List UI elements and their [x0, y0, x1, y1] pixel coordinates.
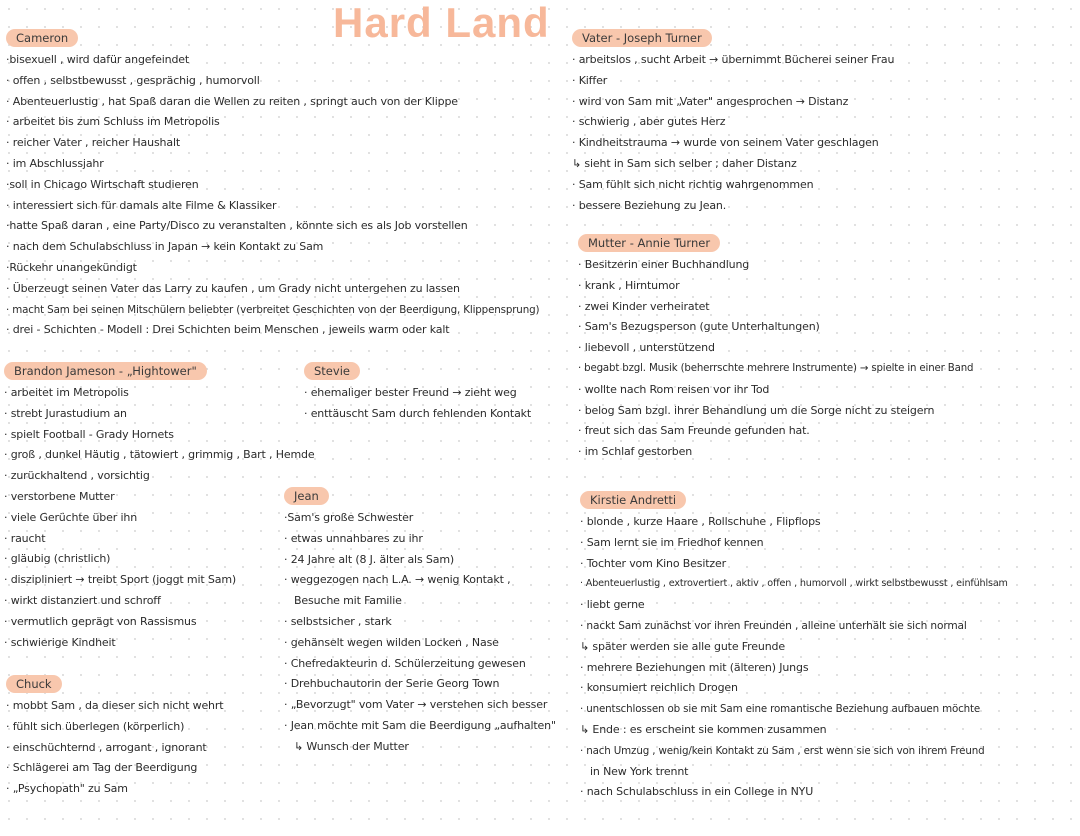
- list-item: · mehrere Beziehungen mit (älteren) Jungs: [580, 660, 809, 674]
- list-item: · „Bevorzugt" vom Vater → verstehen sich besser: [284, 698, 548, 712]
- list-item: ·Sam's große Schwester: [284, 511, 414, 524]
- list-item: · belog Sam bzgl. ihrer Behandlung um die Sorge nicht zu steigern: [578, 403, 935, 417]
- list-item: · wird von Sam mit „Vater" angesprochen → Distanz: [572, 94, 849, 108]
- list-item: · nach dem Schulabschluss in Japan → kein Kontakt zu Sam: [6, 240, 324, 254]
- list-item: · wollte nach Rom reisen vor ihr Tod: [578, 382, 770, 396]
- list-item: · einschüchternd , arrogant , ignorant: [6, 740, 207, 754]
- list-item: ↳ später werden sie alle gute Freunde: [580, 639, 785, 653]
- section-vater: [572, 27, 1072, 216]
- list-item: · „Psychopath" zu Sam: [6, 782, 128, 796]
- section-jean: [284, 485, 574, 758]
- list-item: · Kiffer: [572, 73, 608, 87]
- list-item: · Abenteuerlustig , hat Spaß daran die Wellen zu reiten , springt auch von der Klippe: [6, 94, 458, 108]
- list-item: · Abenteuerlustig , extrovertiert , aktiv , offen , humorvoll , wirkt selbstbewusst , einfühlsam: [580, 578, 1008, 590]
- list-item: · begabt bzgl. Musik (beherrschte mehrere Instrumente) → spielte in einer Band: [578, 362, 974, 374]
- section-stevie: [304, 360, 574, 425]
- section-cameron: [6, 27, 596, 341]
- list-item: · liebt gerne: [580, 598, 645, 612]
- list-item: · arbeitslos , sucht Arbeit → übernimmt Bücherei seiner Frau: [572, 53, 895, 66]
- list-item: · fühlt sich überlegen (körperlich): [6, 719, 185, 733]
- heading-brandon: Brandon Jameson - „Hightower": [4, 362, 207, 380]
- list-item: · Chefredakteurin d. Schülerzeitung gewesen: [284, 656, 526, 670]
- heading-chuck: Chuck: [6, 675, 62, 693]
- heading-kirstie: Kirstie Andretti: [580, 491, 686, 509]
- list-item: · reicher Vater , reicher Haushalt: [6, 136, 181, 150]
- list-item: · drei - Schichten - Modell : Drei Schichten beim Menschen , jeweils warm oder kalt: [6, 323, 450, 337]
- chuck-list: [6, 696, 286, 800]
- list-item: · zurückhaltend , vorsichtig: [4, 469, 150, 483]
- list-item: ↳ Wunsch der Mutter: [294, 739, 409, 753]
- list-item: · diszipliniert → treibt Sport (joggt mit Sam): [4, 573, 237, 587]
- list-item: ↳ sieht in Sam sich selber ; daher Distanz: [572, 156, 797, 170]
- list-item: · blonde , kurze Haare , Rollschuhe , Flipflops: [580, 515, 821, 528]
- list-item: · freut sich das Sam Freunde gefunden hat.: [578, 424, 810, 438]
- heading-mutter: Mutter - Annie Turner: [578, 234, 720, 252]
- list-item: · spielt Football - Grady Hornets: [4, 427, 174, 441]
- list-item: · mobbt Sam , da dieser sich nicht wehrt: [6, 699, 224, 712]
- vater-list: [572, 50, 1072, 216]
- mutter-list: [578, 255, 1073, 463]
- list-item: · Sam fühlt sich nicht richtig wahrgenommen: [572, 177, 814, 191]
- list-item: · raucht: [4, 531, 46, 545]
- list-item: · im Schlaf gestorben: [578, 445, 693, 459]
- list-item: · strebt Jurastudium an: [4, 406, 127, 420]
- list-item: · ehemaliger bester Freund → zieht weg: [304, 386, 517, 399]
- list-item: · nackt Sam zunächst vor ihren Freunden , alleine unterhält sie sich normal: [580, 619, 967, 632]
- list-item: · Überzeugt seinen Vater das Larry zu kaufen , um Grady nicht untergehen zu lassen: [6, 281, 460, 295]
- list-item: · groß , dunkel Häutig , tätowiert , grimmig , Bart , Hemde: [4, 448, 315, 462]
- list-item: · schwierige Kindheit: [4, 635, 116, 649]
- jean-list: [284, 508, 574, 758]
- list-item: · wirkt distanziert und schroff: [4, 593, 161, 607]
- stevie-list: [304, 383, 574, 425]
- list-item: · nach Schulabschluss in ein College in NYU: [580, 785, 814, 799]
- list-item: · enttäuscht Sam durch fehlenden Kontakt: [304, 406, 532, 420]
- list-item: · selbstsicher , stark: [284, 614, 392, 628]
- list-item: · arbeitet im Metropolis: [4, 386, 129, 399]
- list-item: in New York trennt: [590, 764, 689, 778]
- list-item: · Schlägerei am Tag der Beerdigung: [6, 761, 198, 775]
- list-item: · arbeitet bis zum Schluss im Metropolis: [6, 115, 220, 129]
- list-item: · vermutlich geprägt von Rassismus: [4, 614, 197, 628]
- list-item: · nach Umzug , wenig/kein Kontakt zu Sam , erst wenn sie sich von ihrem Freund: [580, 744, 985, 757]
- list-item: · Sam lernt sie im Friedhof kennen: [580, 535, 764, 549]
- list-item: · im Abschlussjahr: [6, 156, 104, 170]
- list-item: · Tochter vom Kino Besitzer: [580, 556, 727, 570]
- list-item: · liebevoll , unterstützend: [578, 341, 715, 355]
- list-item: · zwei Kinder verheiratet: [578, 299, 710, 313]
- list-item: · Sam's Bezugsperson (gute Unterhaltungen): [578, 320, 820, 334]
- list-item: · offen , selbstbewusst , gesprächig , humorvoll: [6, 73, 260, 87]
- kirstie-list: [580, 512, 1075, 803]
- list-item: · Jean möchte mit Sam die Beerdigung „aufhalten": [284, 718, 556, 732]
- list-item: · etwas unnahbares zu ihr: [284, 531, 423, 545]
- cameron-list: [6, 50, 596, 341]
- section-chuck: [6, 673, 286, 800]
- list-item: ·bisexuell , wird dafür angefeindet: [6, 53, 190, 66]
- list-item: · weggezogen nach L.A. → wenig Kontakt ,: [284, 573, 511, 587]
- list-item: · Besitzerin einer Buchhandlung: [578, 258, 750, 271]
- list-item: · macht Sam bei seinen Mitschülern beliebter (verbreitet Geschichten von der Beerdigung, Klippensprung): [6, 303, 540, 316]
- list-item: · unentschlossen ob sie mit Sam eine romantische Beziehung aufbauen möchte: [580, 703, 981, 716]
- list-item: ·hatte Spaß daran , eine Party/Disco zu veranstalten , könnte sich es als Job vorstellen: [6, 219, 468, 233]
- list-item: · 24 Jahre alt (8 J. älter als Sam): [284, 552, 455, 566]
- heading-stevie: Stevie: [304, 362, 360, 380]
- list-item: · Drehbuchautorin der Serie Georg Town: [284, 677, 500, 691]
- list-item: ·Rückehr unangekündigt: [6, 260, 137, 274]
- list-item: · krank , Hirntumor: [578, 278, 680, 292]
- page-title: Hard Land: [333, 0, 550, 46]
- heading-jean: Jean: [284, 487, 329, 505]
- heading-vater: Vater - Joseph Turner: [572, 29, 712, 47]
- list-item: · bessere Beziehung zu Jean.: [572, 198, 727, 212]
- list-item: · viele Gerüchte über ihn: [4, 510, 138, 524]
- section-kirstie: [580, 489, 1075, 803]
- list-item: ·soll in Chicago Wirtschaft studieren: [6, 177, 199, 191]
- list-item: Besuche mit Familie: [294, 594, 402, 608]
- list-item: · Kindheitstrauma → wurde von seinem Vater geschlagen: [572, 136, 879, 150]
- list-item: · gläubig (christlich): [4, 552, 111, 566]
- section-mutter: [578, 232, 1073, 463]
- list-item: · konsumiert reichlich Drogen: [580, 681, 738, 695]
- list-item: · gehänselt wegen wilden Locken , Nase: [284, 635, 499, 649]
- list-item: · interessiert sich für damals alte Filme & Klassiker: [6, 198, 277, 212]
- list-item: · verstorbene Mutter: [4, 489, 115, 503]
- list-item: · schwierig , aber gutes Herz: [572, 115, 726, 129]
- heading-cameron: Cameron: [6, 29, 78, 47]
- list-item: ↳ Ende : es erscheint sie kommen zusammen: [580, 722, 827, 736]
